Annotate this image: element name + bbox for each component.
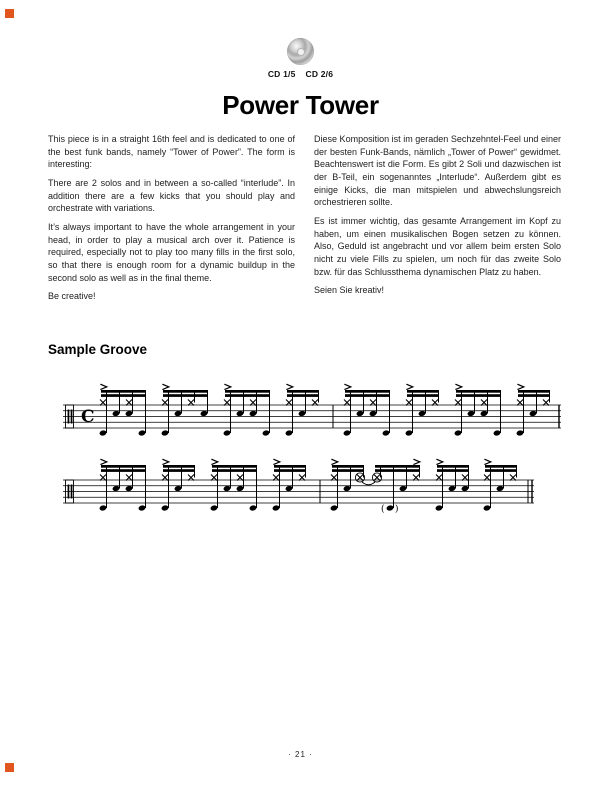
drum-notation-svg — [55, 383, 567, 459]
english-paragraph: There are 2 solos and in between a so-called “interlude”. In addition there are a few kicks that you should play and orchestrate with variations. — [48, 177, 295, 214]
crop-mark-bottom — [5, 763, 14, 772]
english-paragraph: Be creative! — [48, 291, 96, 302]
svg-text:C: C — [81, 407, 95, 427]
notation-staff-1 — [55, 383, 567, 459]
english-paragraph: This piece is in a straight 16th feel and is dedicated to one of the best funk bands, namely “Tower of Power”. The form is interesting: — [48, 134, 295, 170]
notation-staff-2 — [55, 458, 567, 534]
cd-track-1: CD 1/5 — [267, 69, 296, 79]
english-paragraph: It’s always important to have the whole arrangement in your head, in order to play a musical arch over it. Patience is required, especially not to play too many fills in the first solo, so that there is enough room for a dynamic buildup in the second solo as well as in the final theme. — [48, 221, 295, 283]
page-title: Power Tower — [222, 90, 379, 120]
two-column-text — [48, 133, 561, 309]
cd-track-2: CD 2/6 — [305, 69, 334, 79]
english-column — [48, 133, 295, 309]
page-number: · 21 · — [288, 750, 313, 759]
cd-hole — [297, 48, 305, 56]
cd-track-labels — [0, 69, 601, 79]
drum-notation-svg — [55, 458, 567, 534]
crop-mark-top — [5, 9, 14, 18]
page-header — [0, 38, 601, 79]
german-column — [314, 133, 561, 309]
sample-groove-heading: Sample Groove — [48, 342, 148, 357]
german-paragraph: Diese Komposition ist im geraden Sechzehntel-Feel und einer der besten Funk-Bands, nämlich „Tower of Power“ gewidmet. Beachtenswert ist die Form. Es gibt 2 Soli und dazwischen ist der B-Teil, ein sogenanntes „Interlude“. Außerdem gibt es einige Kicks, die man mitspielen und abwechslungsreich orchestrieren sollte. — [314, 134, 561, 208]
cd-icon — [287, 38, 314, 65]
german-paragraph: Seien Sie kreativ! — [314, 285, 385, 296]
svg-text:): ) — [395, 504, 399, 515]
german-paragraph: Es ist immer wichtig, das gesamte Arrangement im Kopf zu haben, um einen musikalischen Bogen setzen zu können. Also, Geduld ist angebracht und vor allem beim ersten Solo nicht zu viele Fills zu spielen, um noch für das zweite Solo bzw. für das Schlussthema dynamischen Platz zu haben. — [314, 215, 561, 277]
svg-text:(: ( — [381, 504, 385, 515]
